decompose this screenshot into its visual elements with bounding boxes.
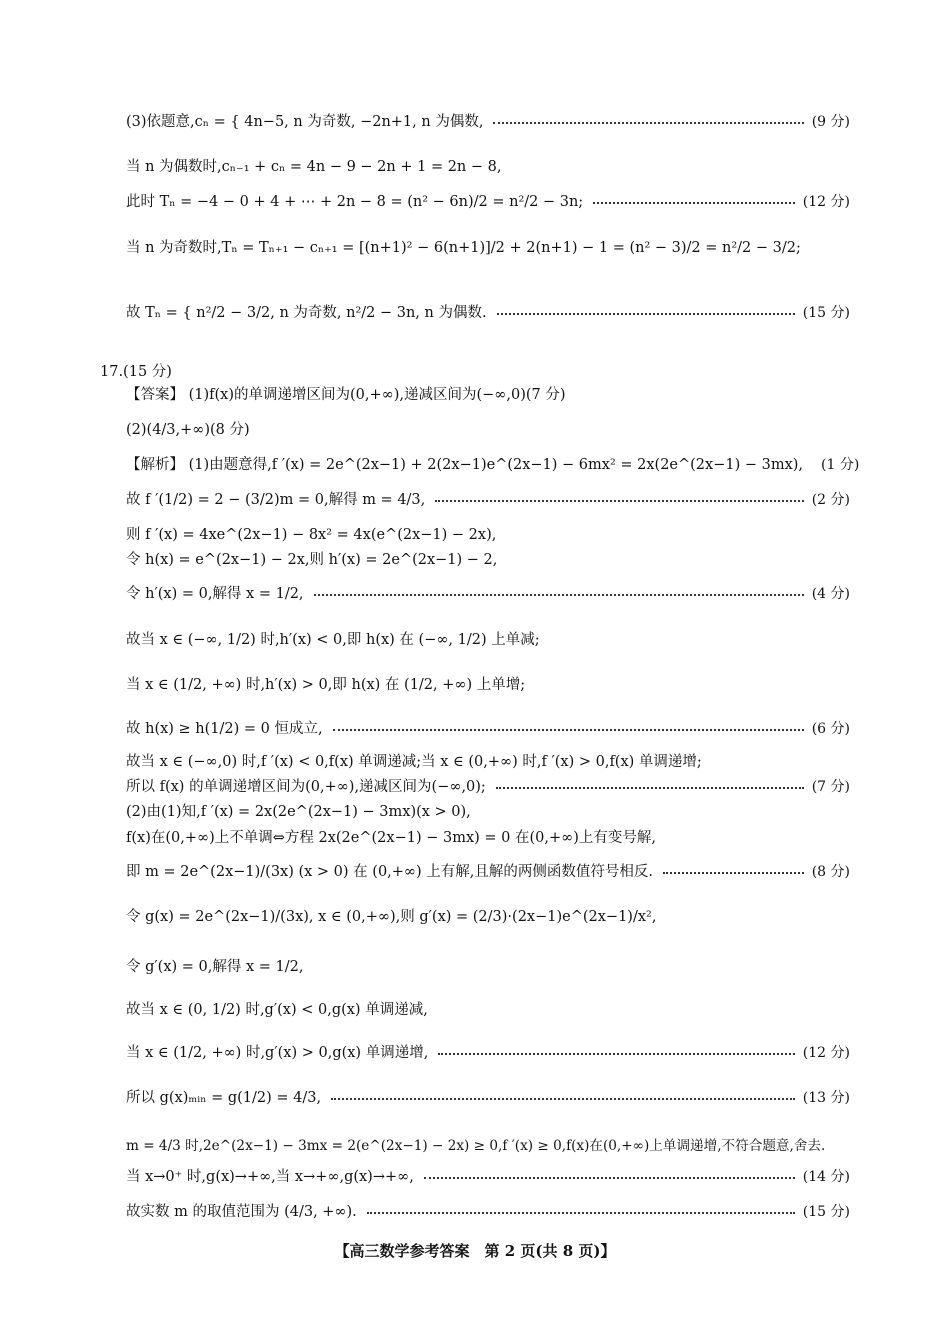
solution-line-13 — [126, 860, 850, 881]
line-2 — [126, 155, 850, 176]
solution-line-17 — [126, 1041, 850, 1062]
score: (12 分) — [802, 1044, 850, 1061]
score: (7 分) — [811, 778, 850, 795]
line-text: 所以 g(x)ₘᵢₙ = g(1/2) = 4/3, — [126, 1090, 322, 1106]
dot-leader — [438, 1053, 794, 1055]
line-text: 此时 Tₙ = −4 − 0 + 4 + ⋯ + 2n − 8 = (n² − 6n)/2 = n²/2 − 3n; — [126, 194, 584, 210]
line-4 — [126, 236, 850, 257]
line-text: 令 h′(x) = 0,解得 x = 1/2, — [126, 586, 304, 602]
score: (9 分) — [811, 113, 850, 130]
dot-leader — [435, 500, 803, 502]
line-text: 令 h(x) = e^(2x−1) − 2x,则 h′(x) = 2e^(2x−1) − 2, — [126, 552, 498, 568]
answer-line-2 — [126, 418, 850, 439]
line-text: 【答案】 (1)f(x)的单调递增区间为(0,+∞),递减区间为(−∞,0)(7 分) — [126, 387, 566, 403]
score: (13 分) — [802, 1089, 850, 1106]
line-text: 当 x ∈ (1/2, +∞) 时,h′(x) > 0,即 h(x) 在 (1/2, +∞) 上单增; — [126, 677, 526, 693]
dot-leader — [314, 594, 804, 596]
line-text: 故当 x ∈ (−∞,0) 时,f ′(x) < 0,f(x) 单调递减;当 x ∈ (0,+∞) 时,f ′(x) > 0,f(x) 单调递增; — [126, 754, 702, 770]
score: (12 分) — [802, 193, 850, 210]
dot-leader — [493, 122, 803, 124]
line-text: 即 m = 2e^(2x−1)/(3x) (x > 0) 在 (0,+∞) 上有解,且解的两侧函数值符号相反. — [126, 864, 653, 880]
line-text: 故实数 m 的取值范围为 (4/3, +∞). — [126, 1204, 357, 1220]
dot-leader — [593, 202, 795, 204]
line-text: f(x)在(0,+∞)上不单调⇔方程 2x(2e^(2x−1) − 3mx) = 0 在(0,+∞)上有变号解, — [126, 830, 656, 846]
score: (14 分) — [802, 1168, 850, 1185]
solution-line-14 — [126, 905, 850, 926]
dot-leader — [331, 1098, 795, 1100]
solution-line-4 — [126, 548, 850, 569]
line-text: 故当 x ∈ (0, 1/2) 时,g′(x) < 0,g(x) 单调递减, — [126, 1002, 428, 1018]
line-text: 故当 x ∈ (−∞, 1/2) 时,h′(x) < 0,即 h(x) 在 (−∞, 1/2) 上单减; — [126, 632, 540, 648]
line-text: 故 f ′(1/2) = 2 − (3/2)m = 0,解得 m = 4/3, — [126, 492, 426, 508]
solution-line-9 — [126, 750, 850, 771]
solution-line-15 — [126, 955, 850, 976]
line-text: 当 x→0⁺ 时,g(x)→+∞,当 x→+∞,g(x)→+∞, — [126, 1169, 414, 1185]
dot-leader — [424, 1177, 795, 1179]
line-text: 【解析】 (1)由题意得,f ′(x) = 2e^(2x−1) + 2(2x−1)e^(2x−1) − 6mx² = 2x(2e^(2x−1) − 3mx), — [126, 457, 804, 473]
page-footer: 【高三数学参考答案 第 2 页(共 8 页)】 — [334, 1242, 616, 1260]
solution-line-5 — [126, 582, 850, 603]
score: (8 分) — [811, 863, 850, 880]
solution-line-2 — [126, 488, 850, 509]
solution-line-12 — [126, 826, 850, 847]
score: (15 分) — [802, 1203, 850, 1220]
line-text: 故 Tₙ = { n²/2 − 3/2, n 为奇数, n²/2 − 3n, n 为偶数. — [126, 305, 487, 321]
solution-line-6 — [126, 628, 850, 649]
line-text: 当 n 为偶数时,cₙ₋₁ + cₙ = 4n − 9 − 2n + 1 = 2n − 8, — [126, 159, 502, 175]
line-text: (2)由(1)知,f ′(x) = 2x(2e^(2x−1) − 3mx)(x > 0), — [126, 804, 471, 820]
solution-line-16 — [126, 998, 850, 1019]
dot-leader — [497, 313, 795, 315]
line-1 — [126, 110, 850, 131]
score: (2 分) — [811, 491, 850, 508]
line-text: (2)(4/3,+∞)(8 分) — [126, 422, 250, 438]
solution-line-18 — [126, 1086, 850, 1107]
line-text: 故 h(x) ≥ h(1/2) = 0 恒成立, — [126, 721, 323, 737]
line-text: 所以 f(x) 的单调递增区间为(0,+∞),递减区间为(−∞,0); — [126, 779, 486, 795]
dot-leader — [663, 872, 804, 874]
line-5 — [126, 301, 850, 322]
line-text: 令 g(x) = 2e^(2x−1)/(3x), x ∈ (0,+∞),则 g′(x) = (2/3)·(2x−1)e^(2x−1)/x², — [126, 909, 657, 925]
dot-leader — [496, 787, 804, 789]
solution-line-1 — [126, 453, 860, 474]
solution-line-3 — [126, 523, 850, 544]
problem-header: 17.(15 分) — [100, 364, 172, 380]
solution-line-8 — [126, 717, 850, 738]
dot-leader — [333, 729, 804, 731]
line-text: m = 4/3 时,2e^(2x−1) − 3mx = 2(e^(2x−1) − 2x) ≥ 0,f ′(x) ≥ 0,f(x)在(0,+∞)上单调递增,不符合题意,舍去. — [126, 1138, 826, 1154]
line-text: 令 g′(x) = 0,解得 x = 1/2, — [126, 959, 304, 975]
solution-line-21 — [126, 1200, 850, 1221]
score: (6 分) — [811, 720, 850, 737]
dot-leader — [367, 1212, 795, 1214]
score: (15 分) — [802, 304, 850, 321]
line-text: 当 x ∈ (1/2, +∞) 时,g′(x) > 0,g(x) 单调递增, — [126, 1045, 429, 1061]
solution-line-10 — [126, 775, 850, 796]
solution-line-20 — [126, 1165, 850, 1186]
score: (4 分) — [811, 585, 850, 602]
line-text: (3)依题意,cₙ = { 4n−5, n 为奇数, −2n+1, n 为偶数, — [126, 114, 484, 130]
line-text: 当 n 为奇数时,Tₙ = Tₙ₊₁ − cₙ₊₁ = [(n+1)² − 6(n+1)]/2 + 2(n+1) − 1 = (n² − 3)/2 = n²/2 − 3/2; — [126, 240, 801, 256]
solution-line-11 — [126, 800, 850, 821]
solution-line-19 — [126, 1134, 858, 1154]
answer-line — [126, 383, 850, 404]
score: (1 分) — [821, 456, 860, 473]
line-3 — [126, 190, 850, 211]
line-text: 则 f ′(x) = 4xe^(2x−1) − 8x² = 4x(e^(2x−1) − 2x), — [126, 527, 497, 543]
solution-line-7 — [126, 673, 850, 694]
